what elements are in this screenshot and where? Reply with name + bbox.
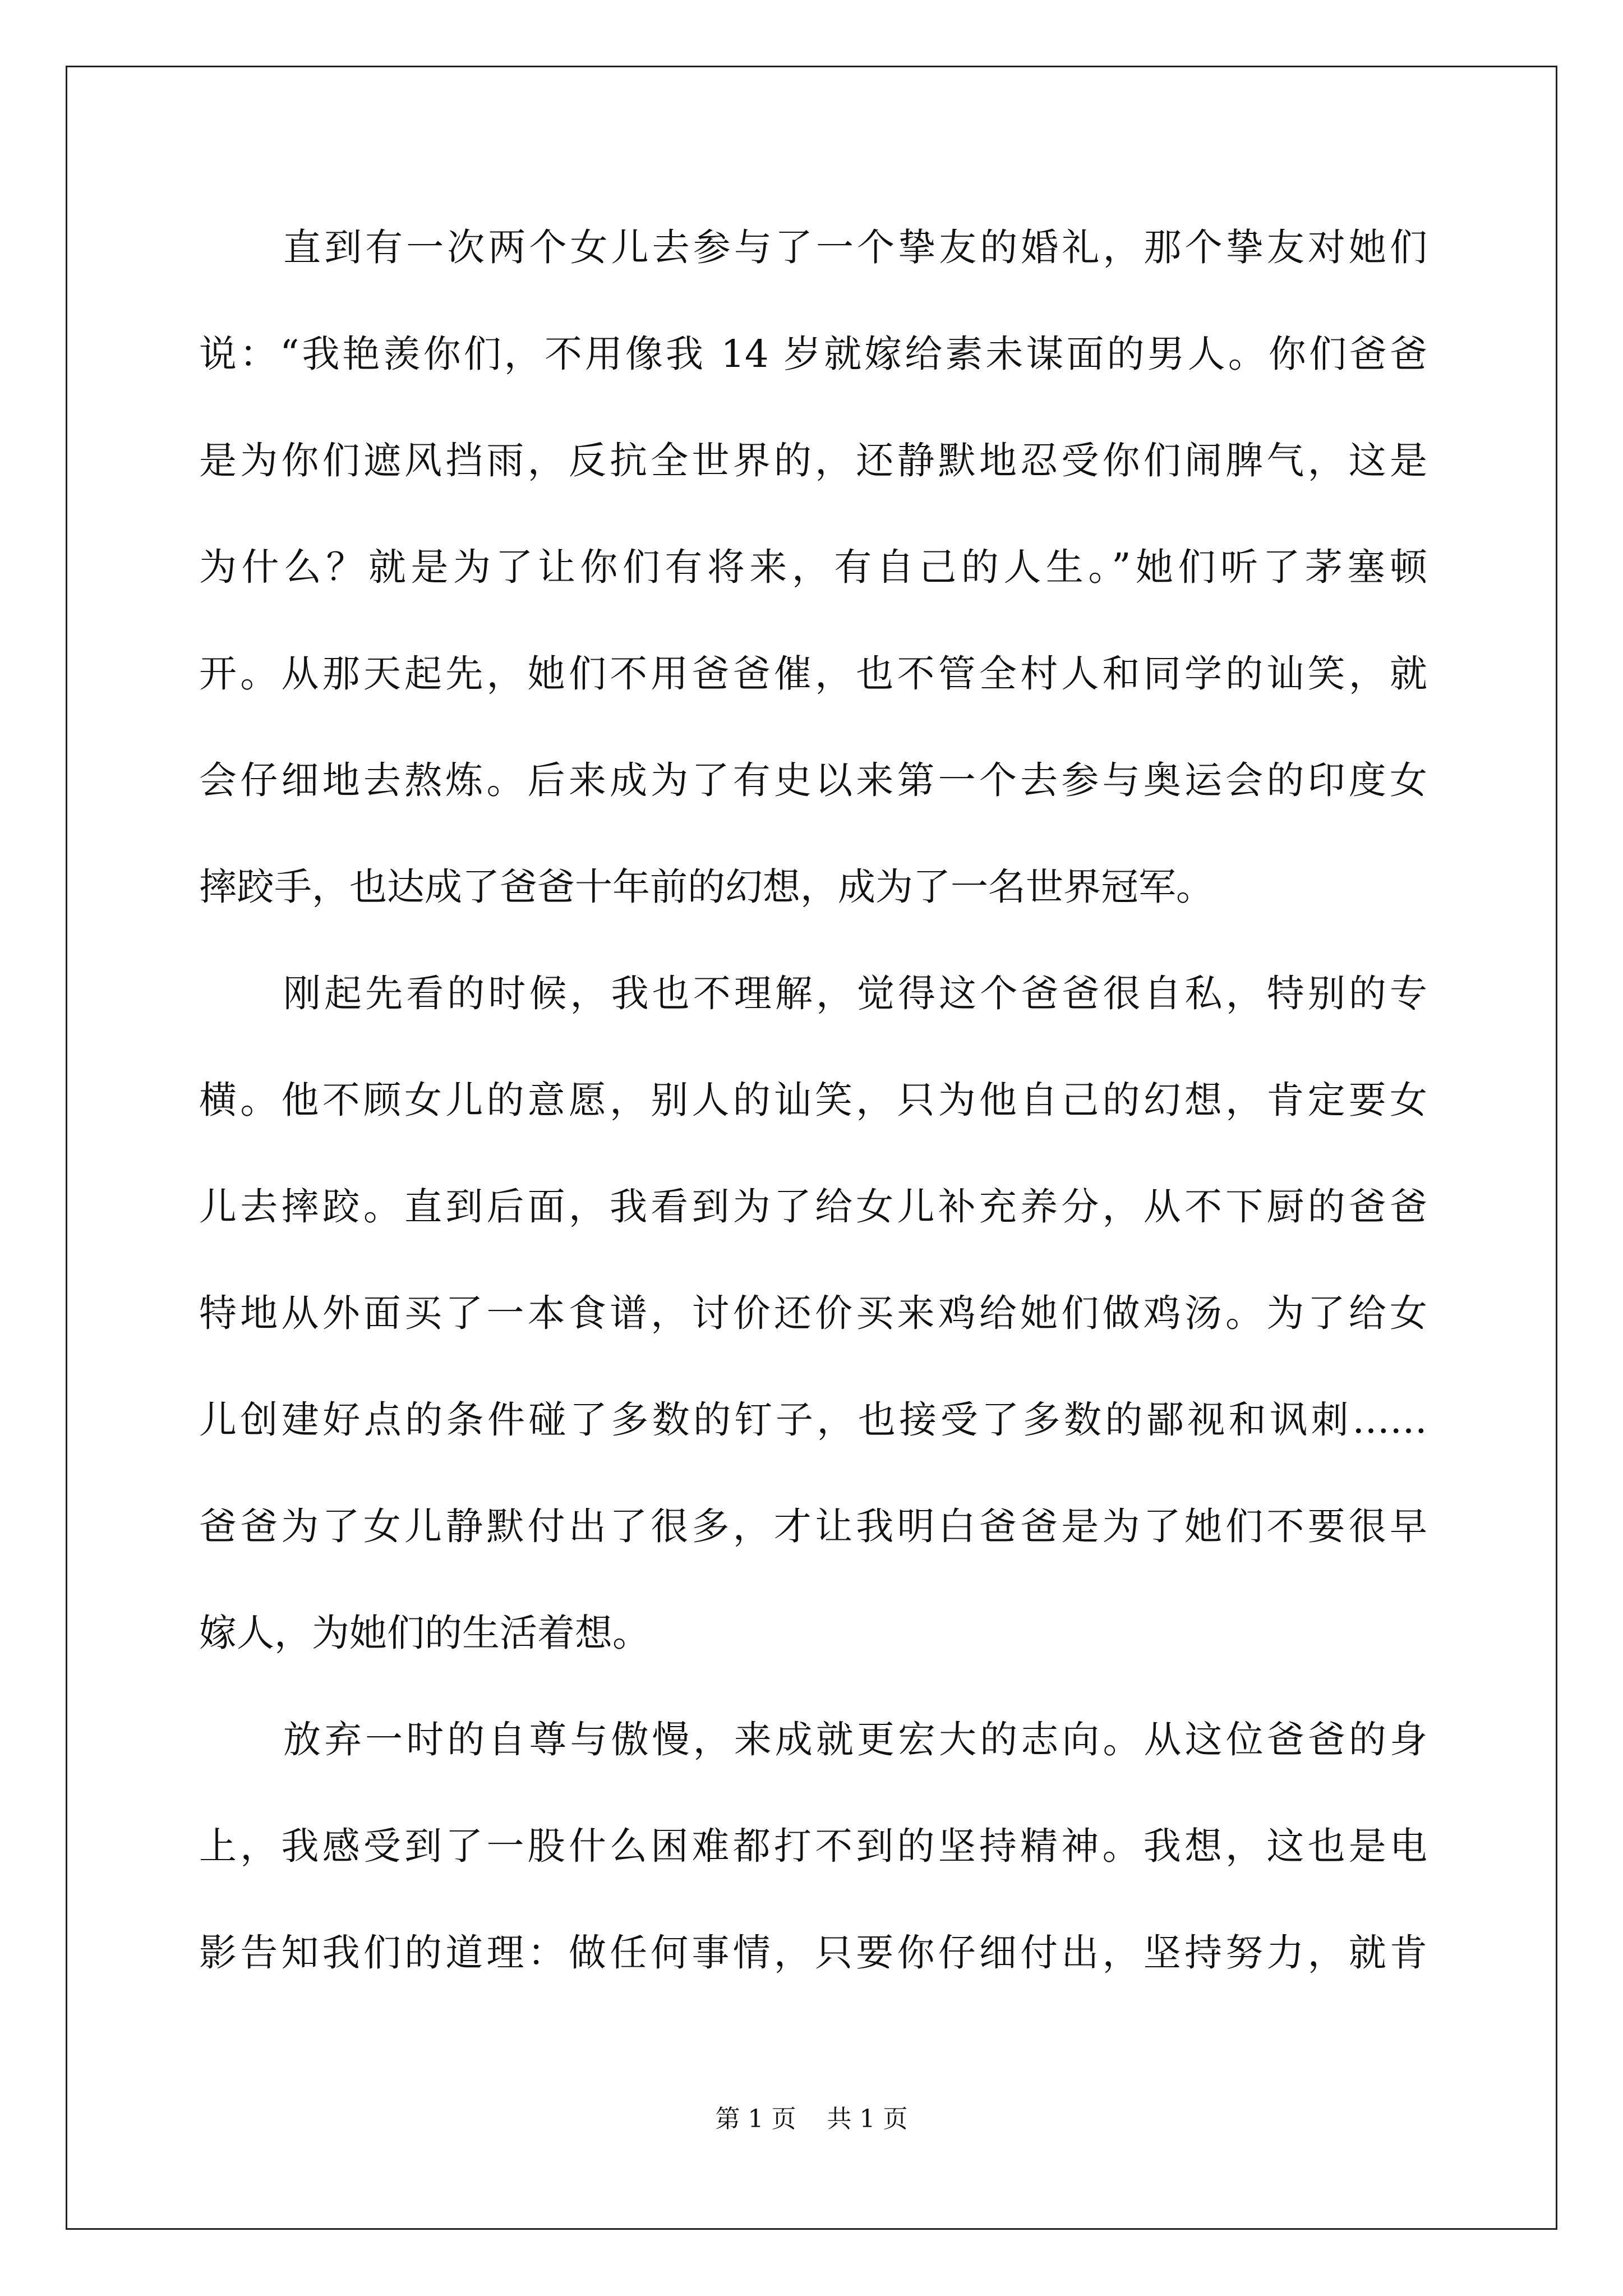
- paragraph-3-line-1: 放弃一时的自尊与傲慢，来成就更宏大的志向。从这位爸爸的身: [283, 1718, 1427, 1761]
- paragraph-1-line-7: 摔跤手，也达成了爸爸十年前的幻想，成为了一名世界冠军。: [199, 865, 1214, 909]
- paragraph-1-line-5: 开。从那天起先，她们不用爸爸催，也不管全村人和同学的讪笑，就: [199, 652, 1427, 696]
- paragraph-2-line-5: 儿创建好点的条件碰了多数的钉子，也接受了多数的鄙视和讽刺……: [199, 1398, 1427, 1442]
- paragraph-2-line-7: 嫁人，为她们的生活着想。: [199, 1611, 650, 1655]
- paragraph-2-line-1: 刚起先看的时候，我也不理解，觉得这个爸爸很自私，特别的专: [283, 972, 1427, 1015]
- paragraph-1-line-6: 会仔细地去熬炼。后来成为了有史以来第一个去参与奥运会的印度女: [199, 758, 1427, 802]
- page-total: 共 1 页: [827, 2105, 908, 2133]
- page-footer: [0, 2102, 1623, 2136]
- paragraph-1-line-1: 直到有一次两个女儿去参与了一个挚友的婚礼，那个挚友对她们: [283, 226, 1427, 269]
- page-border: [66, 66, 1557, 2230]
- page-number: 第 1 页: [715, 2105, 796, 2133]
- paragraph-1-line-3: 是为你们遮风挡雨，反抗全世界的，还静默地忍受你们闹脾气，这是: [199, 439, 1427, 482]
- paragraph-2-line-2: 横。他不顾女儿的意愿，别人的讪笑，只为他自己的幻想，肯定要女: [199, 1078, 1427, 1122]
- paragraph-1-line-4: 为什么？就是为了让你们有将来，有自己的人生。”她们听了茅塞顿: [199, 545, 1427, 589]
- paragraph-3-line-2: 上，我感受到了一股什么困难都打不到的坚持精神。我想，这也是电: [199, 1824, 1427, 1868]
- paragraph-1-line-2: 说：“我艳羡你们，不用像我 14 岁就嫁给素未谋面的男人。你们爸爸: [199, 332, 1427, 376]
- paragraph-2-line-3: 儿去摔跤。直到后面，我看到为了给女儿补充养分，从不下厨的爸爸: [199, 1185, 1427, 1228]
- paragraph-2-line-6: 爸爸为了女儿静默付出了很多，才让我明白爸爸是为了她们不要很早: [199, 1504, 1427, 1548]
- paragraph-2-line-4: 特地从外面买了一本食谱，讨价还价买来鸡给她们做鸡汤。为了给女: [199, 1291, 1427, 1335]
- paragraph-3-line-3: 影告知我们的道理：做任何事情，只要你仔细付出，坚持努力，就肯: [199, 1931, 1427, 1975]
